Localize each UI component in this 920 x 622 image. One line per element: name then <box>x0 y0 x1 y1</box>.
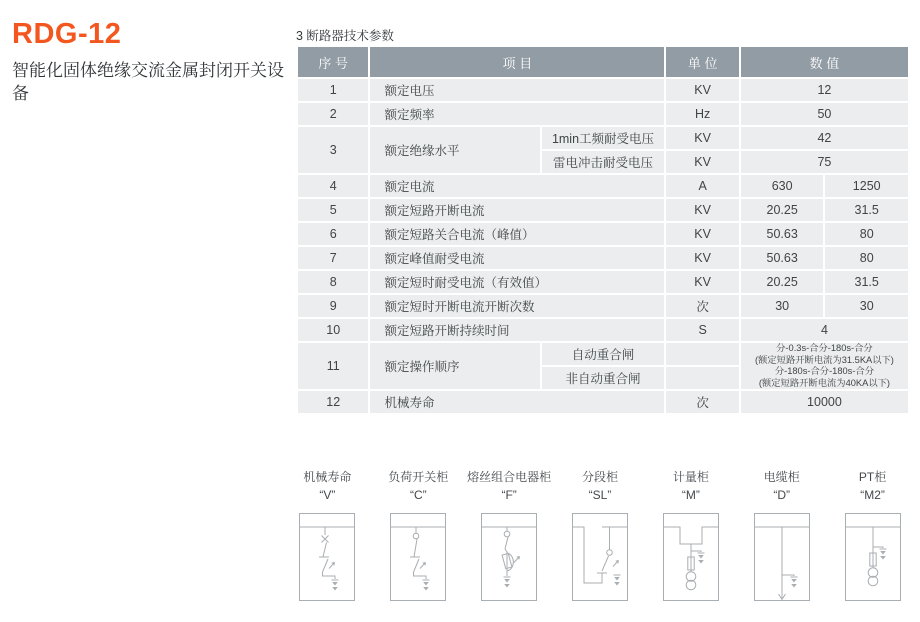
brand-block <box>12 18 287 106</box>
cell-unit: KV <box>666 199 738 221</box>
cell-no: 1 <box>298 79 368 101</box>
cell-value-1: 20.25 <box>741 199 824 221</box>
cell-subitem: 1min工频耐受电压 <box>542 127 665 149</box>
cabinet-name: PT柜 <box>858 470 887 484</box>
cell-value-1: 20.25 <box>741 271 824 293</box>
table-row <box>298 127 908 149</box>
col-header-value: 数 值 <box>741 47 908 77</box>
cell-value-2: 31.5 <box>825 199 908 221</box>
cell-item: 机械寿命 <box>370 391 664 413</box>
cell-unit: KV <box>666 127 738 149</box>
table-row <box>298 223 908 245</box>
cell-unit: KV <box>666 271 738 293</box>
cell-unit: KV <box>666 79 738 101</box>
cell-value: 50 <box>741 103 908 125</box>
table-row <box>298 79 908 101</box>
table-header-row <box>298 47 908 77</box>
table-row <box>298 175 908 197</box>
cell-no: 4 <box>298 175 368 197</box>
cell-item: 额定峰值耐受电流 <box>370 247 664 269</box>
cell-no: 12 <box>298 391 368 413</box>
cell-unit: KV <box>666 151 738 173</box>
cabinet-diagram-strip <box>282 468 918 601</box>
table-row <box>298 295 908 317</box>
cell-item: 额定操作顺序 <box>370 343 539 389</box>
cabinet-item-c <box>373 468 464 601</box>
cell-value-1: 50.63 <box>741 247 824 269</box>
cell-item: 额定短路开断持续时间 <box>370 319 664 341</box>
spec-table <box>296 45 910 415</box>
cell-value: 75 <box>741 151 908 173</box>
table-row <box>298 103 908 125</box>
col-header-item: 项 目 <box>370 47 664 77</box>
cabinet-item-f <box>464 468 555 601</box>
cell-no: 6 <box>298 223 368 245</box>
cell-value: 4 <box>741 319 908 341</box>
cabinet-name: 负荷开关柜 <box>388 470 449 484</box>
cell-value-2: 80 <box>825 247 908 269</box>
cell-value-2: 80 <box>825 223 908 245</box>
cell-unit: 次 <box>666 295 738 317</box>
value-line: 分-180s-合分-180s-合分 <box>774 366 875 377</box>
cell-value-2: 31.5 <box>825 271 908 293</box>
table-row <box>298 391 908 413</box>
col-header-unit: 单 位 <box>666 47 738 77</box>
cell-item: 额定电压 <box>370 79 664 101</box>
metering-single-line-diagram-icon <box>663 513 719 601</box>
cabinet-code: “F” <box>501 488 517 502</box>
load-switch-single-line-diagram-icon <box>390 513 446 601</box>
cabinet-name: 熔丝组合电器柜 <box>467 470 552 484</box>
cabinet-name: 电缆柜 <box>763 470 800 484</box>
cell-item: 额定电流 <box>370 175 664 197</box>
cabinet-code: “C” <box>409 488 427 502</box>
cabinet-code: “SL” <box>588 488 612 502</box>
cell-subitem: 非自动重合闸 <box>542 367 665 389</box>
cell-item: 额定短路开断电流 <box>370 199 664 221</box>
cabinet-item-d <box>736 468 827 601</box>
cell-value-1: 50.63 <box>741 223 824 245</box>
cell-unit: KV <box>666 247 738 269</box>
cell-value-2: 30 <box>825 295 908 317</box>
table-row <box>298 319 908 341</box>
cell-value: 10000 <box>741 391 908 413</box>
cell-value-multiline <box>741 343 908 389</box>
cable-single-line-diagram-icon <box>754 513 810 601</box>
cell-unit <box>666 367 738 389</box>
product-code: RDG-12 <box>12 18 122 50</box>
cabinet-item-m <box>645 468 736 601</box>
cell-item: 额定短时开断电流开断次数 <box>370 295 664 317</box>
cell-subitem: 自动重合闸 <box>542 343 665 365</box>
cell-unit: 次 <box>666 391 738 413</box>
cell-no: 8 <box>298 271 368 293</box>
cell-value: 12 <box>741 79 908 101</box>
table-row <box>298 247 908 269</box>
cabinet-name: 分段柜 <box>582 470 619 484</box>
cell-unit: Hz <box>666 103 738 125</box>
cell-value: 42 <box>741 127 908 149</box>
cell-unit: KV <box>666 223 738 245</box>
cell-value-2: 1250 <box>825 175 908 197</box>
cell-no: 2 <box>298 103 368 125</box>
value-line: (额定短路开断电流为31.5KA以下) <box>754 354 894 365</box>
cell-item: 额定绝缘水平 <box>370 127 539 173</box>
col-header-no: 序 号 <box>298 47 368 77</box>
table-row <box>298 343 908 365</box>
product-name: 智能化固体绝缘交流金属封闭开关设备 <box>12 61 284 103</box>
value-line: 分-0.3s-合分-180s-合分 <box>776 343 873 353</box>
fuse-combination-single-line-diagram-icon <box>481 513 537 601</box>
cell-no: 11 <box>298 343 368 389</box>
cell-subitem: 雷电冲击耐受电压 <box>542 151 665 173</box>
cell-item: 额定短路关合电流（峰值） <box>370 223 664 245</box>
cell-no: 7 <box>298 247 368 269</box>
vacuum-breaker-single-line-diagram-icon <box>299 513 355 601</box>
cell-item: 额定频率 <box>370 103 664 125</box>
cabinet-name: 机械寿命 <box>303 470 352 484</box>
cell-no: 5 <box>298 199 368 221</box>
cabinet-item-v <box>282 468 373 601</box>
pt-single-line-diagram-icon <box>845 513 901 601</box>
bus-section-single-line-diagram-icon <box>572 513 628 601</box>
cabinet-item-sl <box>555 468 646 601</box>
cabinet-code: “V” <box>319 488 336 502</box>
cell-unit: S <box>666 319 738 341</box>
cabinet-code: “M2” <box>860 488 885 502</box>
cabinet-name: 计量柜 <box>672 470 709 484</box>
table-row <box>298 199 908 221</box>
cabinet-item-m2 <box>827 468 918 601</box>
cell-no: 3 <box>298 127 368 173</box>
cell-unit <box>666 343 738 365</box>
section-title: 3 断路器技术参数 <box>296 29 394 43</box>
cabinet-code: “D” <box>773 488 791 502</box>
cell-no: 10 <box>298 319 368 341</box>
cell-no: 9 <box>298 295 368 317</box>
cell-item: 额定短时耐受电流（有效值） <box>370 271 664 293</box>
cabinet-code: “M” <box>681 488 700 502</box>
cell-value-1: 630 <box>741 175 824 197</box>
cell-unit: A <box>666 175 738 197</box>
value-line: (额定短路开断电流为40KA以下) <box>758 377 891 388</box>
cell-value-1: 30 <box>741 295 824 317</box>
table-row <box>298 271 908 293</box>
